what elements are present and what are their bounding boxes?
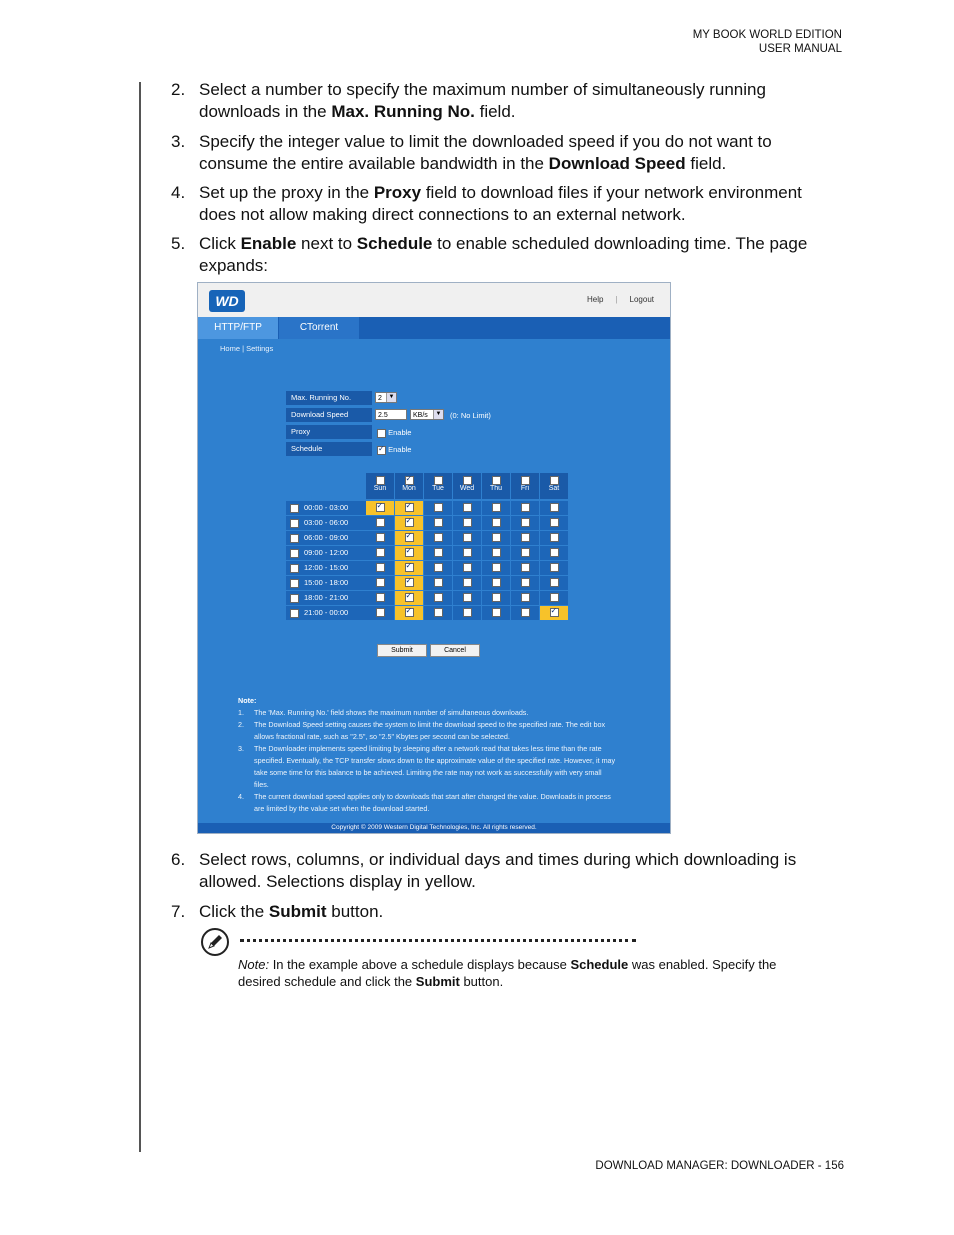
cell-checkbox[interactable] <box>463 578 472 587</box>
schedule-cell[interactable] <box>395 501 423 515</box>
schedule-cell[interactable] <box>424 531 452 545</box>
margin-rule <box>139 82 141 1152</box>
schedule-cell[interactable] <box>366 501 394 515</box>
day-label: Sun <box>373 485 387 492</box>
time-slot-label: 18:00 - 21:00 <box>304 593 349 602</box>
copyright: Copyright © 2009 Western Digital Technologies, Inc. All rights reserved. <box>198 823 670 833</box>
cell-checkbox[interactable] <box>521 608 530 617</box>
schedule-cell[interactable] <box>366 546 394 560</box>
download-speed-input[interactable]: 2.5 <box>375 409 407 420</box>
time-slot-label: 00:00 - 03:00 <box>304 503 349 512</box>
day-checkbox[interactable] <box>463 476 472 485</box>
cell-checkbox[interactable] <box>434 593 443 602</box>
cell-checkbox[interactable] <box>405 548 414 557</box>
cell-checkbox[interactable] <box>550 563 559 572</box>
step-6: 6. Select rows, columns, or individual days and times during which downloading is allowed. Selections display in yellow. <box>171 850 797 891</box>
schedule-cell[interactable] <box>366 576 394 590</box>
schedule-cell[interactable] <box>424 606 452 620</box>
nav-bar <box>198 317 670 339</box>
schedule-cell[interactable] <box>511 576 539 590</box>
schedule-cell[interactable] <box>482 516 510 530</box>
cell-checkbox[interactable] <box>463 518 472 527</box>
download-speed-label: Download Speed <box>286 408 372 422</box>
cell-checkbox[interactable] <box>434 578 443 587</box>
time-slot-label: 09:00 - 12:00 <box>304 548 349 557</box>
schedule-cell[interactable] <box>540 531 568 545</box>
schedule-cell[interactable] <box>482 561 510 575</box>
schedule-cell[interactable] <box>453 501 481 515</box>
cell-checkbox[interactable] <box>521 503 530 512</box>
cancel-button[interactable]: Cancel <box>430 644 480 657</box>
schedule-cell[interactable] <box>511 591 539 605</box>
schedule-cell[interactable] <box>511 606 539 620</box>
schedule-cell[interactable] <box>366 561 394 575</box>
cell-checkbox[interactable] <box>492 548 501 557</box>
cell-checkbox[interactable] <box>405 593 414 602</box>
day-label: Sat <box>548 485 560 492</box>
day-label: Thu <box>489 485 503 492</box>
cell-checkbox[interactable] <box>463 563 472 572</box>
time-slot-label: 15:00 - 18:00 <box>304 578 349 587</box>
time-slot-label: 12:00 - 15:00 <box>304 563 349 572</box>
step-number: 4. <box>171 183 186 202</box>
note-item: 2. The Download Speed setting causes the system to limit the download speed to the specified rate. The edit box allows fractional rate, such as "2.5", so "2.5" Kbytes per second can be selected. <box>238 720 606 741</box>
cell-checkbox[interactable] <box>376 608 385 617</box>
chevron-down-icon: ▼ <box>386 393 396 402</box>
cell-checkbox[interactable] <box>550 593 559 602</box>
cell-checkbox[interactable] <box>434 533 443 542</box>
day-header[interactable] <box>366 473 394 499</box>
cell-checkbox[interactable] <box>405 503 414 512</box>
schedule-cell[interactable] <box>511 546 539 560</box>
row-checkbox[interactable] <box>290 594 299 603</box>
time-slot-row[interactable] <box>286 531 366 545</box>
row-checkbox[interactable] <box>290 564 299 573</box>
day-label: Mon <box>402 485 416 492</box>
cell-checkbox[interactable] <box>521 578 530 587</box>
note-text: Note: In the example above a schedule displays because Schedule was enabled. Specify the desired schedule and click the Submit button. <box>238 957 777 989</box>
cell-checkbox[interactable] <box>376 593 385 602</box>
time-slot-label: 06:00 - 09:00 <box>304 533 349 542</box>
top-bar <box>198 283 670 318</box>
schedule-cell[interactable] <box>424 591 452 605</box>
schedule-cell[interactable] <box>482 576 510 590</box>
schedule-cell[interactable] <box>453 516 481 530</box>
cell-checkbox[interactable] <box>550 578 559 587</box>
day-header[interactable] <box>395 473 423 499</box>
schedule-cell[interactable] <box>482 546 510 560</box>
notes-panel <box>238 695 618 815</box>
running-footer: DOWNLOAD MANAGER: DOWNLOADER - 156 <box>595 1160 844 1172</box>
note-item: 4. The current download speed applies only to downloads that start after changed the value. Downloads in process are limited by the value set when the download started. <box>238 792 611 813</box>
cell-checkbox[interactable] <box>405 608 414 617</box>
schedule-cell[interactable] <box>540 576 568 590</box>
cell-checkbox[interactable] <box>405 563 414 572</box>
cell-checkbox[interactable] <box>434 563 443 572</box>
step-number: 2. <box>171 80 186 99</box>
schedule-cell[interactable] <box>511 561 539 575</box>
proxy-checkbox[interactable] <box>377 429 386 438</box>
schedule-cell[interactable] <box>540 561 568 575</box>
step-number: 6. <box>171 850 186 869</box>
step-5: 5. Click Enable next to Schedule to enable scheduled downloading time. The page expands: <box>171 234 808 275</box>
schedule-cell[interactable] <box>395 546 423 560</box>
day-label: Wed <box>459 485 475 492</box>
breadcrumb: Home | Settings <box>220 344 274 353</box>
cell-checkbox[interactable] <box>521 548 530 557</box>
header-line-2: USER MANUAL <box>758 43 842 55</box>
schedule-cell[interactable] <box>482 606 510 620</box>
time-slot-row[interactable] <box>286 516 366 530</box>
max-running-select[interactable]: 2 ▼ <box>375 392 397 403</box>
submit-button[interactable]: Submit <box>377 644 427 657</box>
tab-http-ftp[interactable]: HTTP/FTP <box>198 317 278 339</box>
help-link[interactable]: Help <box>587 295 604 304</box>
schedule-cell[interactable] <box>366 591 394 605</box>
schedule-cell[interactable] <box>453 606 481 620</box>
step-number: 5. <box>171 234 186 253</box>
note-item: 1. The 'Max. Running No.' field shows the maximum number of simultaneous downloads. <box>238 708 529 717</box>
schedule-cell[interactable] <box>453 591 481 605</box>
step-number: 7. <box>171 902 186 921</box>
cell-checkbox[interactable] <box>376 563 385 572</box>
schedule-cell[interactable] <box>540 606 568 620</box>
cell-checkbox[interactable] <box>376 533 385 542</box>
cell-checkbox[interactable] <box>492 593 501 602</box>
schedule-cell[interactable] <box>511 501 539 515</box>
cell-checkbox[interactable] <box>463 503 472 512</box>
time-slot-label: 21:00 - 00:00 <box>304 608 349 617</box>
cell-checkbox[interactable] <box>550 503 559 512</box>
day-checkbox[interactable] <box>550 476 559 485</box>
schedule-cell[interactable] <box>453 561 481 575</box>
schedule-cell[interactable] <box>482 531 510 545</box>
row-checkbox[interactable] <box>290 579 299 588</box>
note-pencil-icon <box>201 928 229 956</box>
row-checkbox[interactable] <box>290 504 299 513</box>
top-links: Help | Logout <box>581 295 660 304</box>
cell-checkbox[interactable] <box>463 608 472 617</box>
schedule-cell[interactable] <box>511 516 539 530</box>
day-checkbox[interactable] <box>434 476 443 485</box>
downloader-screenshot <box>197 282 671 834</box>
cell-checkbox[interactable] <box>405 578 414 587</box>
cell-checkbox[interactable] <box>492 578 501 587</box>
cell-checkbox[interactable] <box>376 548 385 557</box>
step-7: 7. Click the Submit button. <box>171 902 384 921</box>
cell-checkbox[interactable] <box>550 518 559 527</box>
day-header[interactable] <box>511 473 539 499</box>
schedule-cell[interactable] <box>453 531 481 545</box>
schedule-cell[interactable] <box>366 516 394 530</box>
cell-checkbox[interactable] <box>405 518 414 527</box>
schedule-cell[interactable] <box>424 561 452 575</box>
step-4: 4. Set up the proxy in the Proxy field to download files if your network environment does not allow making direct connections to an external network. <box>171 183 802 224</box>
day-checkbox[interactable] <box>376 476 385 485</box>
cell-checkbox[interactable] <box>434 548 443 557</box>
proxy-label: Proxy <box>286 425 372 439</box>
schedule-cell[interactable] <box>540 546 568 560</box>
proxy-enable[interactable]: Enable <box>377 428 411 438</box>
schedule-cell[interactable] <box>395 576 423 590</box>
cell-checkbox[interactable] <box>376 578 385 587</box>
schedule-cell[interactable] <box>540 516 568 530</box>
cell-checkbox[interactable] <box>550 608 559 617</box>
schedule-cell[interactable] <box>395 591 423 605</box>
time-slot-row[interactable] <box>286 576 366 590</box>
schedule-cell[interactable] <box>395 531 423 545</box>
time-slot-label: 03:00 - 06:00 <box>304 518 349 527</box>
schedule-cell[interactable] <box>395 516 423 530</box>
cell-checkbox[interactable] <box>463 593 472 602</box>
note-item: 3. The Downloader implements speed limiting by sleeping after a network read that takes less time than the rate specified. Eventually, the TCP transfer slows down to the approximate value of the specified rate. However, it may take some time for this balance to be achieved. Limiting the rate may not work as successfully with very small files. <box>238 744 616 789</box>
day-header[interactable] <box>482 473 510 499</box>
cell-checkbox[interactable] <box>434 518 443 527</box>
cell-checkbox[interactable] <box>521 518 530 527</box>
day-header[interactable] <box>453 473 481 499</box>
schedule-cell[interactable] <box>424 546 452 560</box>
speed-unit-select[interactable]: KB/s ▼ <box>410 409 444 420</box>
schedule-cell[interactable] <box>540 501 568 515</box>
schedule-cell[interactable] <box>366 606 394 620</box>
cell-checkbox[interactable] <box>434 503 443 512</box>
schedule-label: Schedule <box>286 442 372 456</box>
cell-checkbox[interactable] <box>492 563 501 572</box>
logout-link[interactable]: Logout <box>629 295 654 304</box>
chevron-down-icon: ▼ <box>433 410 443 419</box>
schedule-cell[interactable] <box>453 576 481 590</box>
wd-logo: WD <box>209 290 245 312</box>
note-divider <box>240 939 636 942</box>
cell-checkbox[interactable] <box>463 548 472 557</box>
schedule-cell[interactable] <box>424 501 452 515</box>
cell-checkbox[interactable] <box>492 533 501 542</box>
day-label: Fri <box>520 485 530 492</box>
day-header[interactable] <box>540 473 568 499</box>
cell-checkbox[interactable] <box>405 533 414 542</box>
schedule-cell[interactable] <box>424 576 452 590</box>
schedule-checkbox[interactable] <box>377 446 386 455</box>
max-running-label: Max. Running No. <box>286 391 372 405</box>
row-checkbox[interactable] <box>290 549 299 558</box>
cell-checkbox[interactable] <box>492 608 501 617</box>
step-2: 2. Select a number to specify the maximum number of simultaneously running downloads in the Max. Running No. field. <box>171 80 766 121</box>
schedule-cell[interactable] <box>482 591 510 605</box>
cell-checkbox[interactable] <box>492 518 501 527</box>
notes-title: Note: <box>238 696 257 705</box>
cell-checkbox[interactable] <box>521 563 530 572</box>
cell-checkbox[interactable] <box>434 608 443 617</box>
running-header <box>693 28 842 56</box>
time-slot-row[interactable] <box>286 561 366 575</box>
schedule-cell[interactable] <box>395 561 423 575</box>
day-checkbox[interactable] <box>405 476 414 485</box>
time-slot-row[interactable] <box>286 546 366 560</box>
time-slot-row[interactable] <box>286 606 366 620</box>
day-checkbox[interactable] <box>492 476 501 485</box>
day-header[interactable] <box>424 473 452 499</box>
cell-checkbox[interactable] <box>492 503 501 512</box>
step-number: 3. <box>171 132 186 151</box>
row-checkbox[interactable] <box>290 534 299 543</box>
schedule-cell[interactable] <box>395 606 423 620</box>
schedule-cell[interactable] <box>366 531 394 545</box>
cell-checkbox[interactable] <box>521 533 530 542</box>
step-3: 3. Specify the integer value to limit the downloaded speed if you do not want to consume the entire available bandwidth in the Download Speed field. <box>171 132 772 173</box>
time-slot-row[interactable] <box>286 501 366 515</box>
cell-checkbox[interactable] <box>376 503 385 512</box>
cell-checkbox[interactable] <box>521 593 530 602</box>
speed-hint: (0: No Limit) <box>450 411 491 420</box>
cell-checkbox[interactable] <box>463 533 472 542</box>
cell-checkbox[interactable] <box>550 533 559 542</box>
schedule-cell[interactable] <box>453 546 481 560</box>
cell-checkbox[interactable] <box>376 518 385 527</box>
row-checkbox[interactable] <box>290 609 299 618</box>
time-slot-row[interactable] <box>286 591 366 605</box>
schedule-cell[interactable] <box>540 591 568 605</box>
schedule-cell[interactable] <box>482 501 510 515</box>
schedule-enable[interactable]: ✓ Enable <box>377 445 411 455</box>
row-checkbox[interactable] <box>290 519 299 528</box>
schedule-cell[interactable] <box>511 531 539 545</box>
tab-ctorrent[interactable]: CTorrent <box>279 317 359 339</box>
cell-checkbox[interactable] <box>550 548 559 557</box>
day-label: Tue <box>432 485 444 492</box>
schedule-cell[interactable] <box>424 516 452 530</box>
day-checkbox[interactable] <box>521 476 530 485</box>
header-line-1: MY BOOK WORLD EDITION <box>692 29 842 41</box>
